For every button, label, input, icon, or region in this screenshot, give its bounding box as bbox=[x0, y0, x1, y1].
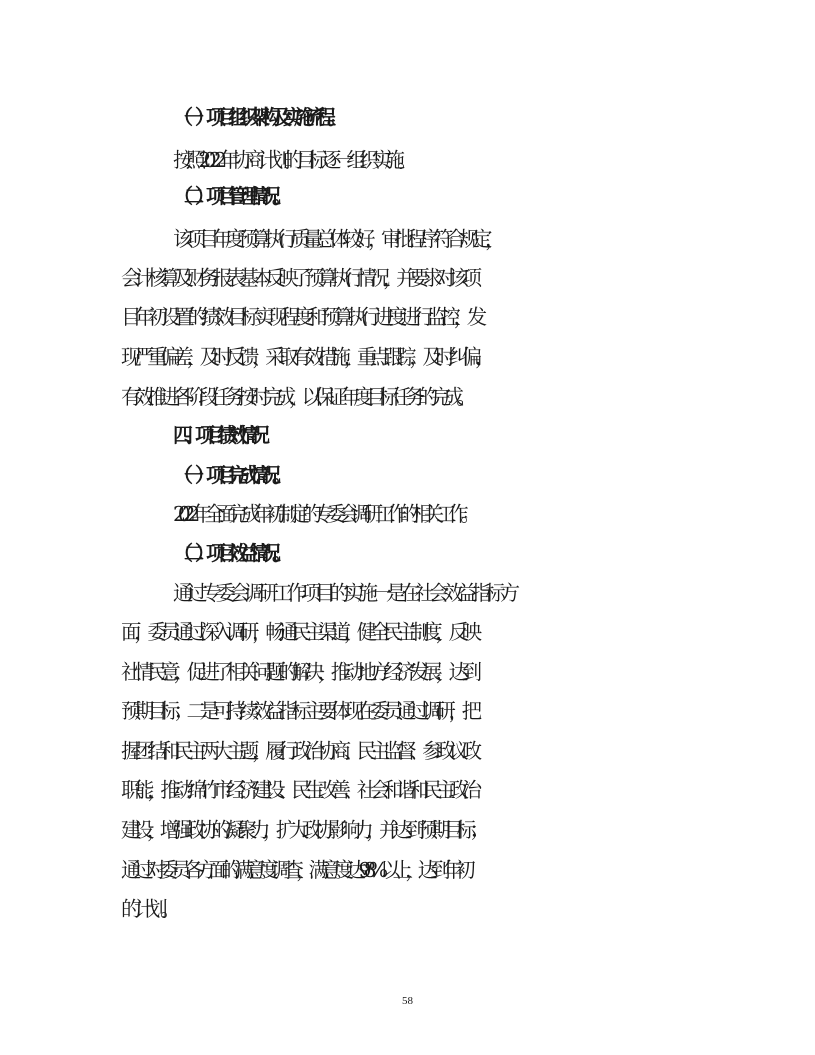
paragraph-line: 2022年全面完成年初制定的专委会调研工作的相关工作。 bbox=[173, 502, 473, 526]
section-3-2-heading: （二）项目管理情况。 bbox=[173, 184, 283, 208]
section-4-1-heading: （一）项目完成情况。 bbox=[173, 463, 283, 487]
paragraph-line: 目年初设置的绩效目标实现程度和预算执行进度进行监控，发 bbox=[121, 305, 481, 329]
section-4-2-heading: （二）项目效益情况。 bbox=[173, 541, 283, 565]
paragraph-line: 面，委员通过深入调研，畅通民主渠道，健全民主制度，反映 bbox=[121, 620, 475, 644]
paragraph-line: 现严重偏差，及时反馈，采取有效措施，重点跟踪，及时纠偏， bbox=[121, 345, 488, 369]
section-3-1-heading: （一）项目组织架构及实施流程。 bbox=[173, 105, 338, 129]
paragraph-line: 握团结和民主两大主题，履行政治协商、民主监督、参政议政 bbox=[121, 739, 475, 763]
paragraph-line: 通过对委员各方面的满意度调查，满意度达98%以上，达到年初 bbox=[121, 858, 468, 882]
page-number: 58 bbox=[402, 995, 413, 1007]
paragraph-line: 通过专委会调研工作项目的实施一是在社会效益指标方 bbox=[173, 581, 514, 605]
section-4-heading: 四、项目绩效情况 bbox=[173, 423, 261, 447]
paragraph-line: 会计核算及财务报表基本反映了预算执行情况，并要求对该项 bbox=[121, 266, 475, 290]
paragraph-line: 有效推进各阶段任务按时完成，以保证年度目标任务的完成。 bbox=[121, 385, 470, 409]
paragraph-line: 的计划。 bbox=[121, 897, 174, 921]
paragraph-line: 预期目标；二是可持续效益指标主要体现在委员通过调研，把 bbox=[121, 699, 475, 723]
paragraph-line: 该项目年度预算执行质量总体较好，审批程序符合规定， bbox=[173, 227, 498, 251]
paragraph-line: 建设，增强政协的凝聚力，扩大政协影响力，并达到预期目标； bbox=[121, 818, 483, 842]
paragraph-line: 社情民意，促进了相关问题的解决，推动地方经济发展，达到 bbox=[121, 660, 475, 684]
paragraph-line: 按照2022年协商计划的目标逐一组织实施。 bbox=[173, 148, 410, 172]
paragraph-line: 职能，推动绵竹市经济建设、民生改善、社会和谐和民主政治 bbox=[121, 778, 475, 802]
